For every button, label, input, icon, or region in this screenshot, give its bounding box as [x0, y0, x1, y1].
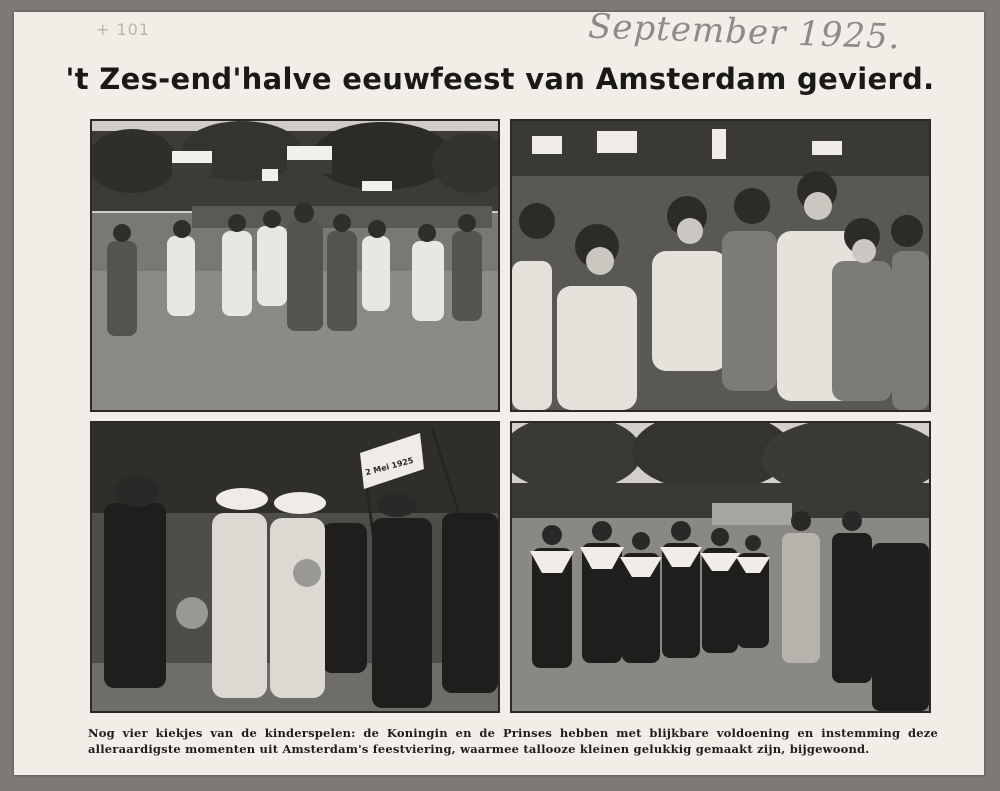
photo-children-dancing-image: [92, 121, 498, 410]
photo-queen-and-princess: [90, 421, 500, 713]
photo-children-drinking: [510, 119, 931, 412]
photo-girls-in-capes-image: [512, 423, 929, 711]
pencil-note: + 101: [96, 20, 151, 39]
photo-queen-and-princess-image: [92, 423, 498, 711]
headline: 't Zes-end'halve eeuwfeest van Amsterdam gevierd.: [65, 62, 935, 96]
photo-children-drinking-image: [512, 121, 929, 410]
banner-text: 2 Mei 1925: [364, 455, 415, 478]
photo-caption: Nog vier kiekjes van de kinderspelen: de Koningin en de Prinses hebben met blijkbare voldoening en instemming deze alleraardigste momenten uit Amsterdam's feestviering, waarmee tallooze kleinen gelukkig gemaakt zijn, bijgewoond.: [88, 726, 938, 756]
handwritten-date: September 1925.: [587, 6, 902, 58]
photo-girls-in-capes: [510, 421, 931, 713]
photo-children-dancing: [90, 119, 500, 412]
